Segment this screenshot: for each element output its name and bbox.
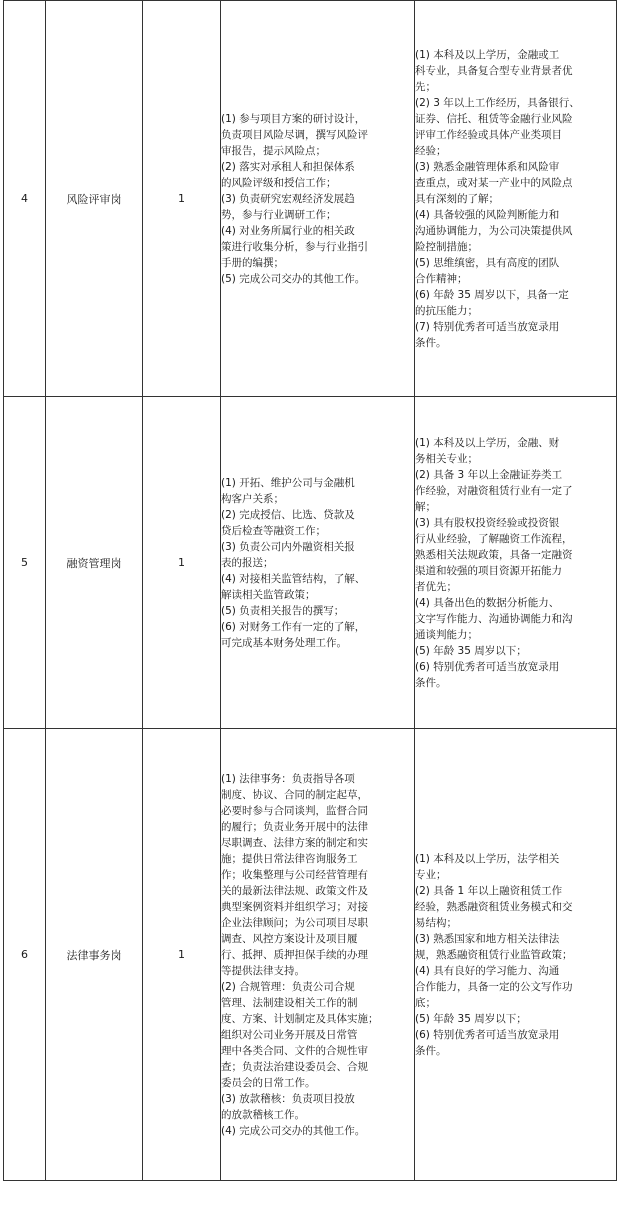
position-title: 融资管理岗 bbox=[46, 397, 143, 729]
text-line: 渠道和较强的项目资源开拓能力 bbox=[415, 564, 562, 577]
text-line: 规，熟悉融资租赁行业监管政策； bbox=[415, 948, 573, 961]
table-row bbox=[4, 729, 617, 1181]
text-line: (2) 具备 3 年以上金融证券类工 bbox=[415, 468, 563, 481]
text-line: (5) 年龄 35 周岁以下； bbox=[415, 644, 527, 657]
text-line: 底； bbox=[415, 996, 436, 1009]
text-line: 的抗压能力； bbox=[415, 304, 478, 317]
row-number: 6 bbox=[4, 729, 46, 1181]
text-line: 评审工作经验或具体产业类项目 bbox=[415, 128, 562, 141]
text-line: 解； bbox=[415, 500, 436, 513]
text-line: 企业法律顾问；为公司项目尽职 bbox=[221, 916, 368, 929]
job-requirements bbox=[415, 47, 616, 351]
row-number: 4 bbox=[4, 1, 46, 397]
text-line: 条件。 bbox=[415, 676, 447, 689]
headcount: 1 bbox=[143, 397, 221, 729]
text-line: 贷后检查等融资工作； bbox=[221, 524, 326, 537]
text-line: 行、抵押、质押担保手续的办理 bbox=[221, 948, 368, 961]
text-line: (6) 特别优秀者可适当放宽录用 bbox=[415, 660, 560, 673]
text-line: 经验，熟悉融资租赁业务模式和交 bbox=[415, 900, 573, 913]
text-line: (1) 参与项目方案的研讨设计， bbox=[221, 112, 366, 125]
text-line: 调查、风控方案设计及项目履 bbox=[221, 932, 358, 945]
table-row bbox=[4, 397, 617, 729]
text-line: 行从业经验，了解融资工作流程， bbox=[415, 532, 573, 545]
text-line: 势，参与行业调研工作； bbox=[221, 208, 337, 221]
text-line: 典型案例资料并组织学习；对接 bbox=[221, 900, 368, 913]
text-line: (1) 本科及以上学历，法学相关 bbox=[415, 852, 560, 865]
text-line: (3) 熟悉金融管理体系和风险审 bbox=[415, 160, 560, 173]
table-row bbox=[4, 1, 617, 397]
position-title: 风险评审岗 bbox=[46, 1, 143, 397]
job-requirements-cell bbox=[415, 397, 617, 729]
text-line: 查重点，或对某一产业中的风险点 bbox=[415, 176, 573, 189]
job-duties bbox=[221, 475, 414, 651]
job-requirements-cell bbox=[415, 1, 617, 397]
text-line: (1) 开拓、维护公司与金融机 bbox=[221, 476, 355, 489]
text-line: 作经验，对融资租赁行业有一定了 bbox=[415, 484, 573, 497]
text-line: 先； bbox=[415, 80, 436, 93]
text-line: 合作精神； bbox=[415, 272, 468, 285]
text-line: (1) 本科及以上学历，金融、财 bbox=[415, 436, 560, 449]
text-line: (4) 具备较强的风险判断能力和 bbox=[415, 208, 560, 221]
text-line: 构客户关系； bbox=[221, 492, 284, 505]
text-line: (4) 具有良好的学习能力、沟通 bbox=[415, 964, 560, 977]
text-line: (5) 年龄 35 周岁以下； bbox=[415, 1012, 527, 1025]
text-line: 审报告，提示风险点； bbox=[221, 144, 326, 157]
job-requirements bbox=[415, 435, 616, 691]
text-line: (2) 合规管理：负责公司合规 bbox=[221, 980, 355, 993]
text-line: 的风险评级和授信工作； bbox=[221, 176, 337, 189]
job-duties-cell bbox=[221, 397, 415, 729]
text-line: 委员会的日常工作。 bbox=[221, 1076, 316, 1089]
text-line: 必要时参与合同谈判，监督合同 bbox=[221, 804, 368, 817]
text-line: 组织对公司业务开展及日常管 bbox=[221, 1028, 358, 1041]
text-line: 证券、信托、租赁等金融行业风险 bbox=[415, 112, 573, 125]
text-line: (5) 完成公司交办的其他工作。 bbox=[221, 272, 366, 285]
text-line: 具有深刻的了解； bbox=[415, 192, 499, 205]
headcount: 1 bbox=[143, 729, 221, 1181]
text-line: (7) 特别优秀者可适当放宽录用 bbox=[415, 320, 560, 333]
text-line: 度、方案、计划制定及具体实施； bbox=[221, 1012, 379, 1025]
row-number: 5 bbox=[4, 397, 46, 729]
job-duties-cell bbox=[221, 729, 415, 1181]
text-line: (2) 3 年以上工作经历，具备银行、 bbox=[415, 96, 580, 109]
text-line: 的履行；负责业务开展中的法律 bbox=[221, 820, 368, 833]
text-line: 的放款稽核工作。 bbox=[221, 1108, 305, 1121]
text-line: 等提供法律支持。 bbox=[221, 964, 305, 977]
text-line: (4) 对接相关监管结构，了解、 bbox=[221, 572, 366, 585]
text-line: 通谈判能力； bbox=[415, 628, 478, 641]
text-line: 熟悉相关法规政策，具备一定融资 bbox=[415, 548, 573, 561]
text-line: (6) 年龄 35 周岁以下，具备一定 bbox=[415, 288, 569, 301]
text-line: (1) 法律事务：负责指导各项 bbox=[221, 772, 355, 785]
text-line: (3) 放款稽核：负责项目投放 bbox=[221, 1092, 355, 1105]
text-line: 关的最新法律法规、政策文件及 bbox=[221, 884, 368, 897]
text-line: 可完成基本财务处理工作。 bbox=[221, 636, 347, 649]
text-line: (4) 具备出色的数据分析能力、 bbox=[415, 596, 560, 609]
job-requirements bbox=[415, 851, 616, 1059]
text-line: 查；负责法治建设委员会、合规 bbox=[221, 1060, 368, 1073]
text-line: 合作能力，具备一定的公文写作功 bbox=[415, 980, 573, 993]
text-line: (5) 思维缜密，具有高度的团队 bbox=[415, 256, 560, 269]
text-line: (2) 落实对承租人和担保体系 bbox=[221, 160, 355, 173]
text-line: (6) 特别优秀者可适当放宽录用 bbox=[415, 1028, 560, 1041]
text-line: (4) 对业务所属行业的相关政 bbox=[221, 224, 355, 237]
text-line: 经验； bbox=[415, 144, 447, 157]
text-line: 负责项目风险尽调，撰写风险评 bbox=[221, 128, 368, 141]
job-duties-cell bbox=[221, 1, 415, 397]
text-line: 表的报送； bbox=[221, 556, 274, 569]
job-requirements-table bbox=[3, 0, 617, 1181]
text-line: (1) 本科及以上学历，金融或工 bbox=[415, 48, 560, 61]
text-line: (2) 完成授信、比选、贷款及 bbox=[221, 508, 355, 521]
job-duties bbox=[221, 771, 414, 1139]
text-line: 险控制措施； bbox=[415, 240, 478, 253]
text-line: 沟通协调能力，为公司决策提供风 bbox=[415, 224, 573, 237]
text-line: 尽职调查、法律方案的制定和实 bbox=[221, 836, 368, 849]
text-line: 作；收集整理与公司经营管理有 bbox=[221, 868, 368, 881]
text-line: 制度、协议、合同的制定起草， bbox=[221, 788, 368, 801]
text-line: 条件。 bbox=[415, 1044, 447, 1057]
text-line: (5) 负责相关报告的撰写； bbox=[221, 604, 345, 617]
headcount: 1 bbox=[143, 1, 221, 397]
text-line: (4) 完成公司交办的其他工作。 bbox=[221, 1124, 366, 1137]
text-line: 手册的编撰； bbox=[221, 256, 284, 269]
job-requirements-cell bbox=[415, 729, 617, 1181]
text-line: 者优先； bbox=[415, 580, 457, 593]
text-line: (3) 熟悉国家和地方相关法律法 bbox=[415, 932, 560, 945]
text-line: (3) 负责研究宏观经济发展趋 bbox=[221, 192, 355, 205]
text-line: (3) 具有股权投资经验或投资银 bbox=[415, 516, 560, 529]
text-line: 易结构； bbox=[415, 916, 457, 929]
text-line: 理中各类合同、文件的合规性审 bbox=[221, 1044, 368, 1057]
text-line: 条件。 bbox=[415, 336, 447, 349]
text-line: 解读相关监管政策； bbox=[221, 588, 316, 601]
text-line: 专业； bbox=[415, 868, 447, 881]
position-title: 法律事务岗 bbox=[46, 729, 143, 1181]
text-line: 文字写作能力、沟通协调能力和沟 bbox=[415, 612, 573, 625]
text-line: (6) 对财务工作有一定的了解， bbox=[221, 620, 366, 633]
text-line: 策进行收集分析，参与行业指引 bbox=[221, 240, 368, 253]
text-line: 科专业，具备复合型专业背景者优 bbox=[415, 64, 573, 77]
text-line: (2) 具备 1 年以上融资租赁工作 bbox=[415, 884, 563, 897]
job-duties bbox=[221, 111, 414, 287]
text-line: 施；提供日常法律咨询服务工 bbox=[221, 852, 358, 865]
text-line: 管理、法制建设相关工作的制 bbox=[221, 996, 358, 1009]
text-line: 务相关专业； bbox=[415, 452, 478, 465]
text-line: (3) 负责公司内外融资相关报 bbox=[221, 540, 355, 553]
